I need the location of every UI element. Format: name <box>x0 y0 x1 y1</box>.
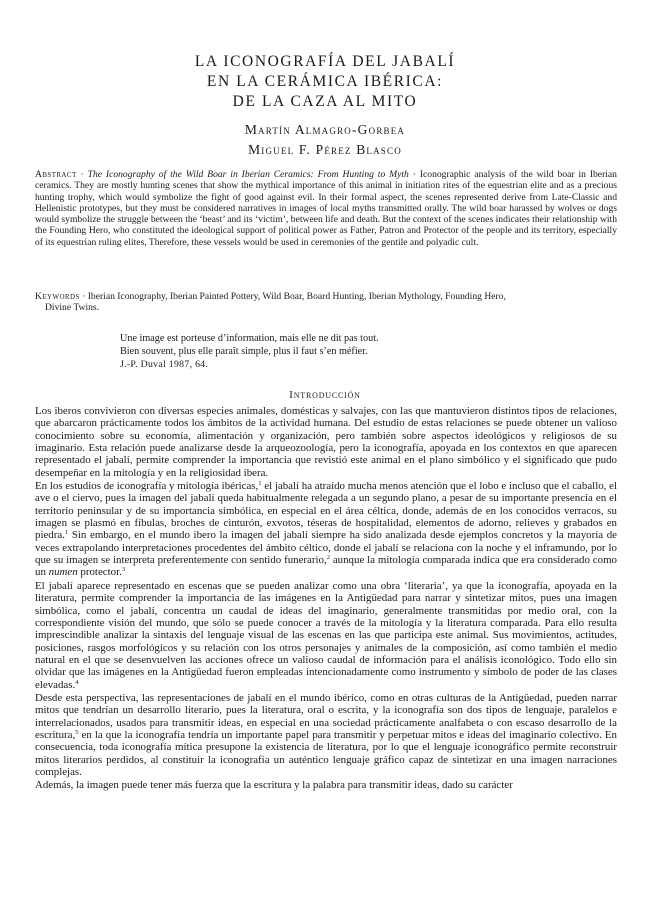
paragraph: En los estudios de iconografía y mitología ibéricas,$^1$ el jabalí ha atraído mucha menos atención que el lobo e incluso que el caballo, el ave o el ciervo, pues la imagen del jabalí queda habitualmente relegada a un segundo plano, a pesar de su importante presencia en el territorio peninsular y de su importancia simbólica, en especial en el área céltica, donde, además de en los conocidos verracos, su imagen se plasmó en fíbulas, broches de cinturón, exvotos, téseras de hospitalidad, elementos de adorno, relieves y grabados en piedra.$^1$ Sin embargo, en el mundo ibero la imagen del jabalí siempre ha sido analizada desde ejemplos concretos y la mayoría de veces extrapolando interpretaciones procedentes del ámbito céltico, donde el jabalí se relaciona con la noche y el inframundo, por lo que su imagen se interpreta preferentemente con sentido funerario,$^2$ aunque la mitología comparada indica que era considerado como un numen protector.$^3$ <box>35 480 617 579</box>
title-line-1: LA ICONOGRAFÍA DEL JABALÍ <box>194 53 456 70</box>
keywords-text-continued: Divine Twins. <box>45 302 100 314</box>
footnote-ref[interactable]: 4 <box>75 678 79 686</box>
article-title <box>0 52 650 112</box>
keywords <box>35 291 617 314</box>
authors <box>0 120 650 160</box>
keywords-text: · Iberian Iconography, Iberian Painted Pottery, Wild Boar, Board Hunting, Iberian Mythology, Founding Hero, <box>79 291 506 302</box>
paragraph: El jabalí aparece representado en escenas que se pueden analizar como una obra ‘literaria’, ya que la iconografía, apoyada en la literatura, permite comprender la importancia de las imágenes en la Antigüedad para narrar y sintetizar mitos, pues una imagen simbólica, como el jabalí, concentra un caudal de ideas del imaginario, generalmente transmitidas por medio oral, con la correspondiente visión del mundo, que sólo se puede conocer a través de la mitología y la literatura comparada. Para ello resulta imprescindible analizar la sintaxis del lenguaje visual de las escenas en las que participa este animal. Sus movimientos, actitudes, posiciones, rasgos morfológicos y su relación con los otros personajes y animales de la composición, así como también el medio natural en el que se desenvuelven las acciones ofrece un valioso caudal de información para el análisis iconológico. Todo ello sin olvidar que las imágenes en la Antigüedad fueron empleadas intencionadamente como instrumento y símbolo de poder de las clases elevadas.$^4$ <box>35 579 617 691</box>
footnote-ref[interactable]: 1 <box>258 480 262 488</box>
keywords-label: Keywords <box>35 291 80 302</box>
paragraph: Los iberos convivieron con diversas especies animales, domésticas y salvajes, con las que mantuvieron distintos tipos de relaciones, que abarcaron prácticamente todos los ámbitos de la actividad humana. Del estudio de estas relaciones se puede obtener un valioso conocimiento sobre su economía, alimentación y organización, pero también sobre aspectos ideológicos y religiosos de su imaginario. Esta relación puede analizarse desde la arqueozoología, pero la iconografía, apoyada en los contextos en que aparecen representado el jabalí, permite comprender la importancia que revistió este animal en el plano simbólico y el significado que pudo desempeñar en la mitología y en la religiosidad ibera. <box>35 405 617 479</box>
author-1: Martín Almagro-Gorbea <box>244 122 406 137</box>
paragraph: Además, la imagen puede tener más fuerza que la escritura y la palabra para transmitir ideas, dado su carácter <box>35 779 513 792</box>
footnote-ref[interactable]: 3 <box>121 566 126 574</box>
section-heading: Introducción <box>289 389 361 401</box>
footnote-ref[interactable]: 5 <box>75 728 79 736</box>
author-2: Miguel F. Pérez Blasco <box>248 142 402 157</box>
body-text <box>35 405 617 793</box>
epigraph <box>120 333 540 371</box>
footnote-ref[interactable]: 1 <box>64 529 69 537</box>
title-line-2: EN LA CERÁMICA IBÉRICA: <box>206 73 444 90</box>
epigraph-source: J.-P. Duval 1987, 64. <box>120 358 209 370</box>
abstract-label: Abstract <box>35 169 77 180</box>
abstract-text: · Iconographic analysis of the wild boar in Iberian ceramics. They are mostly hunting scenes that show the mythical importance of this animal in initiation rites of the equestrian elite and as a precious hunting trophy, which would symbolize the fight of good against evil. In their formal aspect, the scenes represented derive from Late-Classic and Hellenistic prototypes, but they must be considered narratives in images of local myths transmitted orally. The wild boar harassed by wolves or dogs would symbolize the struggle between the ‘beast’ and its ‘victim’, between life and death. But the context of the scenes indicates their relationship with the Founding Hero, who constituted the ideological support of political power as Father, Patron and Protector of the people and its territory, especially of its equestrian ruling elites, Therefore, these vessels would be used in ceremonies of the gentile and polyadic cult. <box>35 169 617 248</box>
abstract <box>35 169 617 248</box>
epigraph-line-2: Bien souvent, plus elle paraît simple, plus il faut s’en méfier. <box>120 345 368 357</box>
epigraph-line-1: Une image est porteuse d’information, mais elle ne dit pas tout. <box>120 333 379 344</box>
abstract-separator: · <box>76 169 88 180</box>
title-line-3: DE LA CAZA AL MITO <box>232 93 418 110</box>
footnote-ref[interactable]: 2 <box>326 554 330 562</box>
abstract-english-title: The Iconography of the Wild Boar in Iberian Ceramics: From Hunting to Myth <box>87 169 409 180</box>
paragraph: Desde esta perspectiva, las representaciones de jabalí en el mundo ibérico, como en otras culturas de la Antigüedad, pueden narrar mitos que tendrían un desarrollo literario, pues la literatura, oral o escrita, y la iconografía son dos tipos de lenguaje, paralelos e interrelacionados, usados para transmitir ideas, en especial en una sociedad prácticamente analfabeta o con escaso desarrollo de la escritura,$^5$ en la que la iconografía tendría un importante papel para transmitir y perpetuar mitos e ideas del imaginario colectivo. En consecuencia, toda iconografía mítica presupone la existencia de literatura, por lo que el lenguaje iconográfico permite reconstruir mitos literarios perdidos, al constituir la iconografía un auténtico lenguaje gráfico capaz de sintetizar en una imagen narraciones complejas. <box>35 691 617 778</box>
